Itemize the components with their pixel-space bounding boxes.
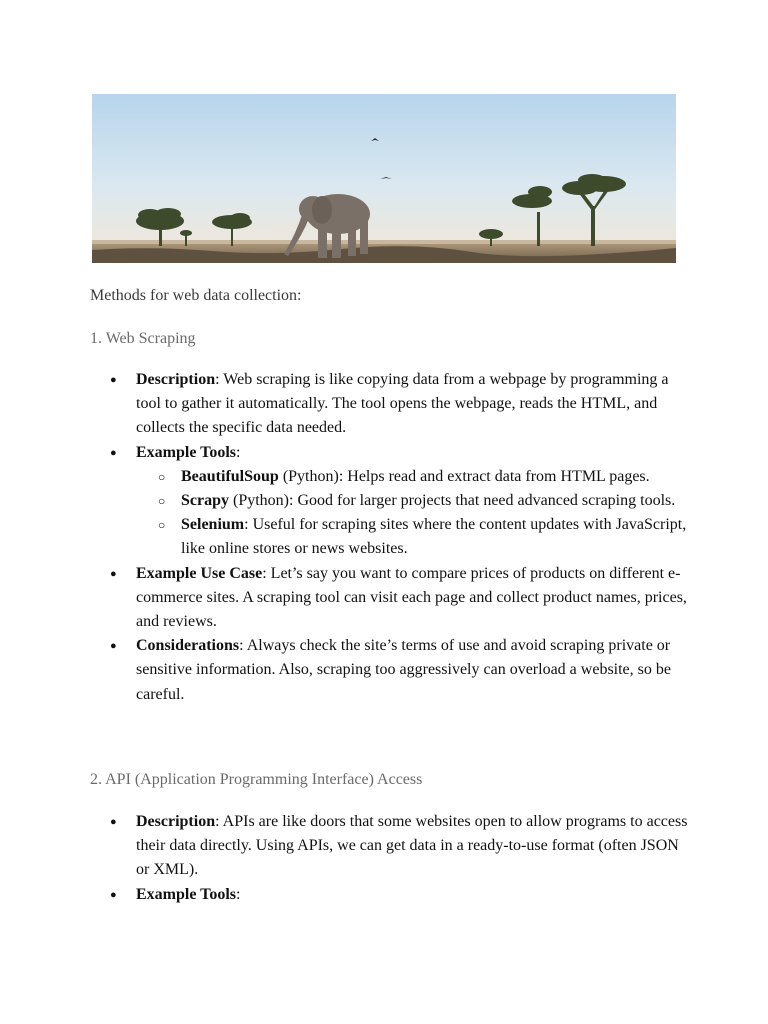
item-label: Example Tools	[136, 885, 237, 903]
item-text: : Always check the site’s terms of use and avoid scraping private or sensitive information. Also, scraping too aggressively can overload a website, so be careful.	[136, 637, 671, 703]
tool-name: Selenium	[181, 516, 245, 534]
tool-name: BeautifulSoup	[181, 467, 279, 485]
section-1-list	[90, 368, 690, 707]
sublist-item	[136, 489, 690, 513]
list-item	[90, 883, 690, 907]
intro-text: Methods for web data collection:	[90, 287, 302, 304]
item-text: : Web scraping is like copying data from a webpage by programming a tool to gather it automatically. The tool opens the webpage, reads the HTML, and collects the specific data needed.	[136, 371, 669, 437]
tool-text: : Useful for scraping sites where the content updates with JavaScript, like online stores or news websites.	[181, 516, 687, 558]
item-label: Example Use Case	[136, 564, 263, 582]
section-1-heading: 1. Web Scraping	[90, 330, 196, 347]
list-item	[90, 368, 690, 441]
section-2-heading: 2. API (Application Programming Interface) Access	[90, 771, 423, 788]
item-text: : APIs are like doors that some websites open to allow programs to access their data directly. Using APIs, we can get data in a ready-to-use format (often JSON or XML).	[136, 813, 688, 879]
tools-sublist	[136, 465, 690, 562]
sublist-item	[136, 465, 690, 489]
tool-name: Scrapy	[181, 492, 229, 510]
list-item	[90, 810, 690, 883]
item-label: Example Tools	[136, 443, 237, 461]
tool-text: (Python): Helps read and extract data from HTML pages.	[278, 467, 650, 485]
item-text: :	[236, 443, 241, 461]
list-item	[90, 441, 690, 562]
item-label: Description	[136, 813, 216, 830]
list-item	[90, 562, 690, 635]
list-item	[90, 634, 690, 707]
elephant-savanna-banner-image	[92, 94, 676, 263]
item-text: :	[236, 885, 241, 903]
item-text: : Let’s say you want to compare prices of products on different e-commerce sites. A scraping tool can visit each page and collect product names, prices, and reviews.	[136, 564, 687, 631]
tool-text: (Python): Good for larger projects that need advanced scraping tools.	[229, 492, 676, 510]
sublist-item	[136, 513, 690, 561]
item-label: Description	[136, 371, 216, 388]
section-2-list	[90, 810, 690, 907]
item-label: Considerations	[136, 637, 240, 655]
